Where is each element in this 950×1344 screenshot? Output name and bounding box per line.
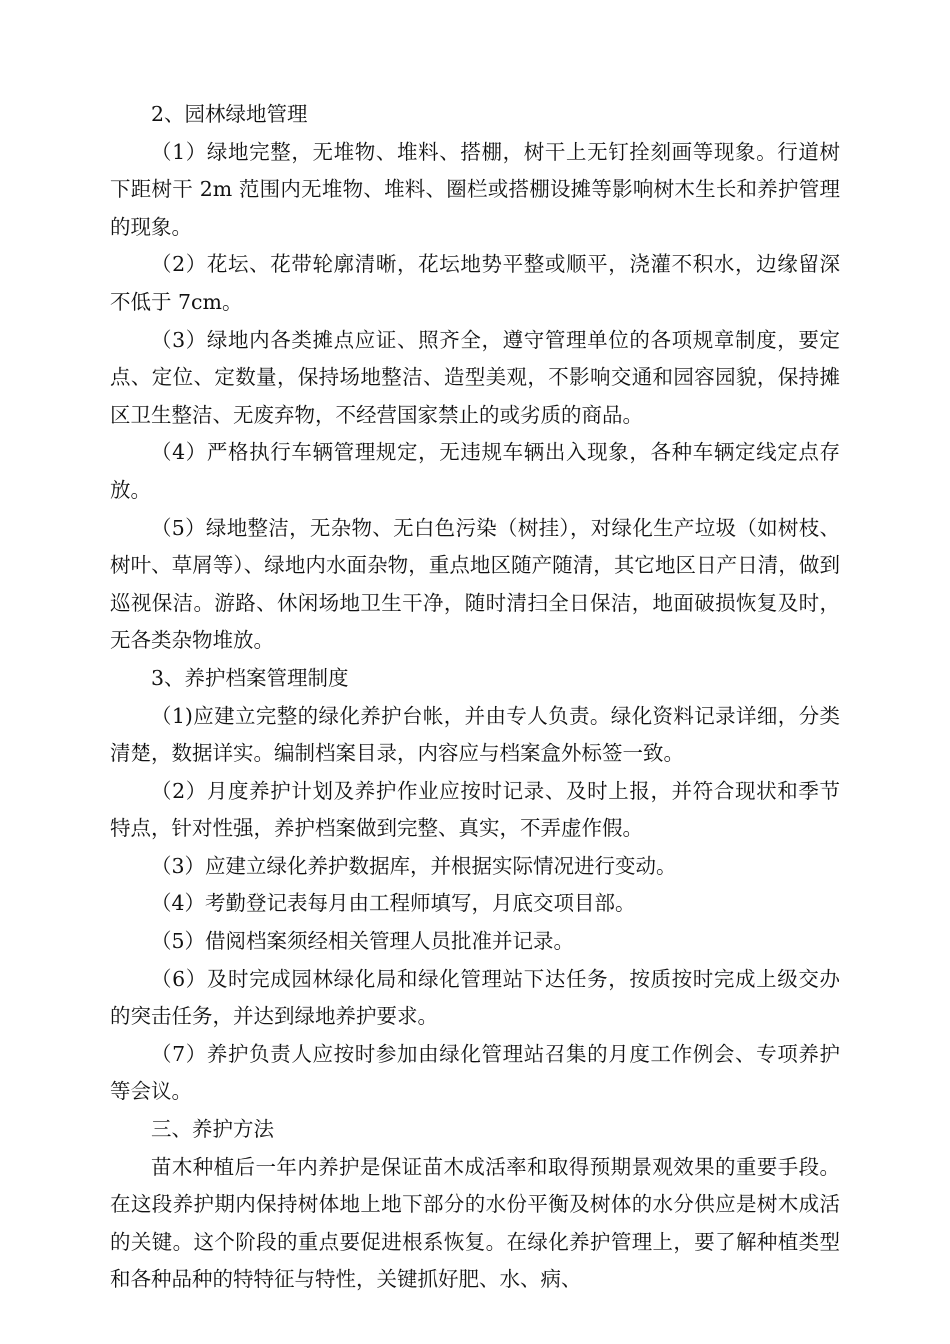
paragraph-item-2: （2）花坛、花带轮廓清晰，花坛地势平整或顺平，浇灌不积水，边缘留深不低于 7cm。 <box>110 252 840 314</box>
paragraph-item-4: （4）严格执行车辆管理规定，无违规车辆出入现象，各种车辆定线定点存放。 <box>110 440 840 502</box>
archive-item-3: （3）应建立绿化养护数据库，并根据实际情况进行变动。 <box>151 853 677 878</box>
section-heading-archive-management: 3、养护档案管理制度 <box>151 665 349 690</box>
archive-item-6: （6）及时完成园林绿化局和绿化管理站下达任务，按质按时完成上级交办的突击任务，并达到绿地养护要求。 <box>110 966 840 1029</box>
archive-item-2: （2）月度养护计划及养护作业应按时记录、及时上报，并符合现状和季节特点，针对性强，养护档案做到完整、真实，不弄虚作假。 <box>110 778 840 841</box>
section-heading-maintenance-methods: 三、养护方法 <box>151 1117 274 1142</box>
archive-item-4: （4）考勤登记表每月由工程师填写，月底交项目部。 <box>151 891 636 916</box>
paragraph-item-5: （5）绿地整洁，无杂物、无白色污染（树挂），对绿化生产垃圾（如树枝、树叶、草屑等）、绿地内水面杂物，重点地区随产随清，其它地区日产日清，做到巡视保洁。游路、休闲场地卫生干净，随时清扫全日保洁，地面破损恢复及时，无各类杂物堆放。 <box>110 515 840 653</box>
document-body <box>110 96 840 1299</box>
section-heading-green-space-management: 2、园林绿地管理 <box>151 102 308 126</box>
maintenance-methods-paragraph: 苗木种植后一年内养护是保证苗木成活率和取得预期景观效果的重要手段。在这段养护期内保持树体地上地下部分的水份平衡及树体的水分供应是树木成活的关键。这个阶段的重点要促进根系恢复。在绿化养护管理上，要了解种植类型和各种品种的特特征与特性，关键抓好肥、水、病、 <box>110 1154 840 1292</box>
archive-item-7: （7）养护负责人应按时参加由绿化管理站召集的月度工作例会、专项养护等会议。 <box>110 1041 840 1104</box>
paragraph-item-1: （1）绿地完整，无堆物、堆料、搭棚，树干上无钉拴刻画等现象。行道树下距树干 2m 范围内无堆物、堆料、圈栏或搭棚设摊等影响树木生长和养护管理的现象。 <box>110 139 840 239</box>
archive-item-5: （5）借阅档案须经相关管理人员批准并记录。 <box>151 929 575 954</box>
paragraph-item-3: （3）绿地内各类摊点应证、照齐全，遵守管理单位的各项规章制度，要定点、定位、定数量，保持场地整洁、造型美观，不影响交通和园容园貌，保持摊区卫生整洁、无废弃物，不经营国家禁止的或劣质的商品。 <box>110 327 840 427</box>
archive-item-1: （1)应建立完整的绿化养护台帐，并由专人负责。绿化资料记录详细，分类清楚，数据详实。编制档案目录，内容应与档案盒外标签一致。 <box>110 703 840 766</box>
